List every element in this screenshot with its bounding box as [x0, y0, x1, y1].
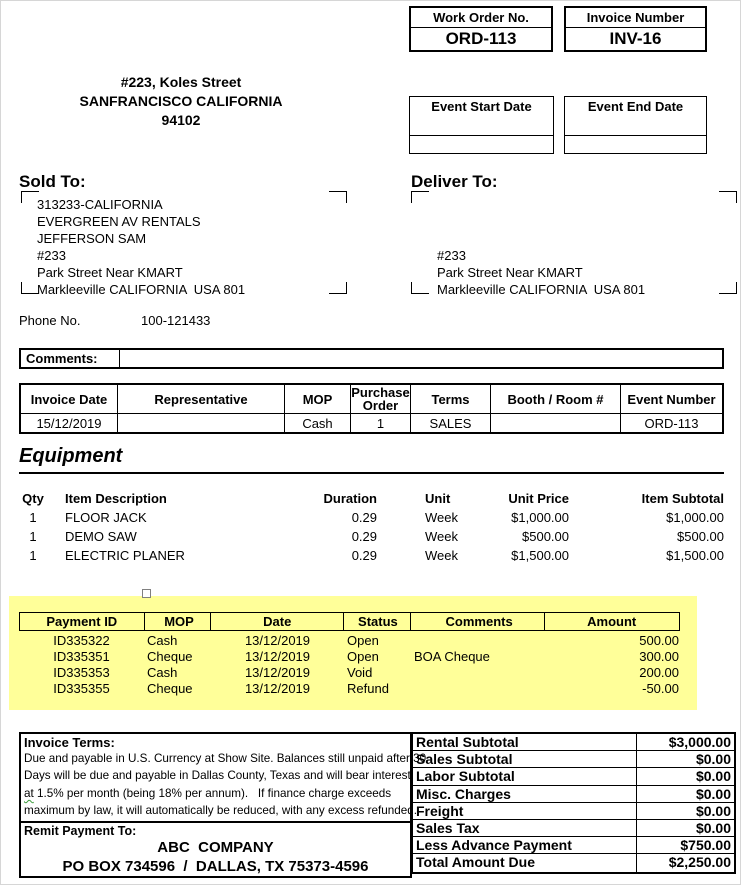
sold-to-line: 313233-CALIFORNIA	[37, 197, 163, 212]
event-start-date-label: Event Start Date	[410, 97, 553, 136]
deliver-to-line	[411, 196, 737, 213]
total-label: Misc. Charges	[416, 785, 511, 802]
event-end-date-box	[564, 96, 707, 154]
order-info-header: MOP	[285, 385, 351, 413]
payments-header: MOP	[145, 613, 212, 630]
total-value: $0.00	[636, 803, 734, 819]
terms-value: SALES	[411, 414, 491, 432]
invoice-terms-line	[21, 785, 410, 802]
event-start-date-value	[410, 136, 553, 153]
totals-row	[411, 751, 734, 768]
payment-mop: Cash	[147, 633, 178, 648]
total-label: Sales Tax	[416, 819, 480, 836]
equipment-subtotal: $1,500.00	[666, 548, 724, 563]
equipment-rule	[19, 472, 724, 474]
payment-id: ID335353	[53, 665, 110, 680]
sold-to-line: Park Street Near KMART	[37, 265, 183, 280]
deliver-to-line: Markleeville CALIFORNIA USA 801	[437, 282, 646, 297]
equipment-description: ELECTRIC PLANER	[65, 548, 185, 563]
payment-date: 13/12/2019	[244, 633, 311, 648]
mop-value: Cash	[285, 414, 351, 432]
deliver-to-line	[411, 230, 737, 247]
equipment-description: DEMO SAW	[65, 529, 137, 544]
total-label: Labor Subtotal	[416, 768, 515, 785]
payment-amount: -50.00	[642, 681, 679, 696]
payments-header: Amount	[587, 614, 637, 629]
equipment-header: Unit	[425, 491, 451, 506]
payment-row	[19, 681, 680, 697]
invoice-number-box	[564, 6, 707, 52]
total-value: $0.00	[636, 768, 734, 784]
order-info-header-row	[21, 385, 722, 413]
payment-amount: 500.00	[639, 633, 679, 648]
order-info-header: Event Number	[627, 391, 716, 407]
payment-amount: 200.00	[639, 665, 679, 680]
company-address-line: SANFRANCISCO CALIFORNIA	[79, 93, 283, 109]
deliver-to-heading: Deliver To:	[411, 172, 498, 191]
payments-header: Status	[344, 613, 411, 630]
work-order-label: Work Order No.	[411, 8, 551, 28]
deliver-to-line	[411, 213, 737, 230]
equipment-duration: 0.29	[351, 548, 377, 563]
corner-mark-icon	[411, 191, 429, 203]
equipment-qty: 1	[29, 548, 37, 563]
highlight-anchor-marker-icon	[142, 589, 151, 598]
deliver-to-line: #233	[437, 248, 466, 263]
total-value: $0.00	[636, 786, 734, 802]
order-info-data-row	[21, 413, 722, 432]
payment-date: 13/12/2019	[244, 681, 311, 696]
total-label: Rental Subtotal	[416, 734, 519, 750]
equipment-subtotal: $500.00	[677, 529, 724, 544]
total-value: $3,000.00	[636, 734, 734, 750]
payment-comments	[411, 665, 546, 681]
payment-amount: 300.00	[639, 649, 679, 664]
payments-header-row	[19, 612, 680, 631]
corner-mark-icon	[21, 282, 39, 294]
equipment-header: Item Subtotal	[641, 491, 724, 506]
remit-payment-box	[19, 821, 412, 878]
corner-mark-icon	[329, 191, 347, 203]
corner-mark-icon	[329, 282, 347, 294]
work-order-number: ORD-113	[445, 29, 517, 48]
comments-bar	[19, 348, 724, 369]
invoice-terms-line: Days will be due and payable in Dallas County, Texas and will bear interest	[24, 769, 411, 783]
phone-row	[19, 313, 419, 330]
totals-row	[411, 803, 734, 820]
equipment-unit: Week	[425, 548, 458, 563]
equipment-duration: 0.29	[351, 529, 377, 544]
equipment-unit-price: $1,500.00	[511, 548, 569, 563]
work-order-box	[409, 6, 553, 52]
total-label: Less Advance Payment	[416, 837, 572, 854]
payment-date: 13/12/2019	[244, 649, 311, 664]
totals-table	[411, 732, 736, 874]
payment-status: Void	[347, 665, 373, 680]
payment-comments: BOA Cheque	[414, 649, 490, 664]
total-value: $750.00	[636, 837, 734, 853]
company-address	[31, 73, 331, 130]
totals-row	[411, 837, 734, 854]
equipment-header-row	[19, 489, 724, 508]
payments-table	[19, 612, 680, 697]
order-info-header: Invoice Date	[21, 385, 118, 413]
invoice-terms-line-rest: 1.5% per month (being 18% per annum). If finance charge exceeds	[33, 786, 392, 800]
equipment-table	[19, 489, 724, 565]
invoice-terms-title: Invoice Terms:	[24, 735, 115, 750]
company-address-line: 94102	[161, 112, 201, 128]
event-end-date-value	[565, 136, 706, 153]
order-info-table	[19, 383, 724, 434]
payment-status: Open	[347, 649, 379, 664]
payment-comments	[411, 681, 546, 697]
remit-payment-title: Remit Payment To:	[24, 824, 137, 838]
deliver-to-address	[411, 191, 737, 297]
booth-room-value	[491, 414, 621, 432]
invoice-number-value: INV-16	[609, 29, 662, 48]
total-value: $0.00	[636, 751, 734, 767]
order-info-header: Booth / Room #	[491, 385, 621, 413]
total-value: $0.00	[636, 820, 734, 836]
equipment-header: Duration	[323, 491, 377, 506]
invoice-date-value: 15/12/2019	[21, 414, 118, 432]
corner-mark-icon	[719, 282, 737, 294]
equipment-duration: 0.29	[351, 510, 377, 525]
sold-to-address	[21, 191, 347, 297]
payment-id: ID335322	[53, 633, 110, 648]
order-info-header: Purchase Order	[351, 385, 410, 413]
remit-address: PO BOX 734596 / DALLAS, TX 75373-4596	[62, 858, 369, 875]
representative-value	[118, 414, 285, 432]
corner-mark-icon	[719, 191, 737, 203]
payment-status: Open	[347, 633, 379, 648]
totals-row	[411, 820, 734, 837]
equipment-qty: 1	[29, 510, 37, 525]
equipment-row	[19, 527, 724, 546]
payments-header: Payment ID	[20, 613, 145, 630]
equipment-unit-price: $500.00	[522, 529, 569, 544]
payment-row	[19, 649, 680, 665]
equipment-qty: 1	[29, 529, 37, 544]
totals-row	[411, 854, 734, 871]
equipment-row	[19, 546, 724, 565]
total-label: Freight	[416, 802, 464, 819]
event-number-value: ORD-113	[644, 415, 699, 431]
payment-comments	[411, 633, 546, 649]
equipment-description: FLOOR JACK	[65, 510, 147, 525]
equipment-header: Item Description	[65, 491, 167, 506]
sold-to-line: JEFFERSON SAM	[37, 231, 147, 246]
sold-to-line: EVERGREEN AV RENTALS	[37, 214, 201, 229]
sold-to-line: Markleeville CALIFORNIA USA 801	[37, 282, 246, 297]
purchase-order-value: 1	[351, 414, 411, 432]
sold-to-heading: Sold To:	[19, 172, 86, 191]
comments-label: Comments:	[21, 350, 120, 367]
sold-to-line: #233	[37, 248, 66, 263]
invoice-terms-line: maximum by law, it will automatically be reduced, with any excess refunded.	[24, 804, 418, 818]
equipment-header: Qty	[22, 491, 44, 506]
invoice-terms-box	[19, 732, 427, 822]
payment-status: Refund	[347, 681, 389, 696]
total-label: Sales Subtotal	[416, 751, 513, 768]
totals-row	[411, 734, 734, 751]
equipment-header: Unit Price	[508, 491, 569, 506]
corner-mark-icon	[411, 282, 429, 294]
payment-mop: Cheque	[147, 649, 193, 664]
event-end-date-label: Event End Date	[565, 97, 706, 136]
invoice-terms-line: Due and payable in U.S. Currency at Show Site. Balances still unpaid after 30	[24, 752, 427, 765]
payment-id: ID335351	[53, 649, 110, 664]
payment-row	[19, 633, 680, 649]
totals-row	[411, 786, 734, 803]
payment-mop: Cash	[147, 665, 178, 680]
payment-id: ID335355	[53, 681, 110, 696]
equipment-unit-price: $1,000.00	[511, 510, 569, 525]
payments-header: Comments	[411, 613, 546, 630]
invoice-number-label: Invoice Number	[566, 8, 705, 28]
order-info-header: Terms	[411, 385, 491, 413]
total-label: Total Amount Due	[416, 854, 535, 871]
comments-field	[120, 350, 722, 367]
payment-row	[19, 665, 680, 681]
totals-row	[411, 768, 734, 785]
payments-header: Date	[211, 613, 344, 630]
phone-label: Phone No.	[19, 313, 81, 328]
event-start-date-box	[409, 96, 554, 154]
equipment-unit: Week	[425, 529, 458, 544]
equipment-unit: Week	[425, 510, 458, 525]
remit-company: ABC COMPANY	[157, 839, 274, 856]
phone-value: 100-121433	[141, 313, 211, 328]
order-info-header: Representative	[118, 385, 285, 413]
payment-mop: Cheque	[147, 681, 193, 696]
payment-date: 13/12/2019	[244, 665, 311, 680]
spellcheck-marked-word: at	[24, 786, 34, 800]
corner-mark-icon	[21, 191, 39, 203]
equipment-subtotal: $1,000.00	[666, 510, 724, 525]
equipment-row	[19, 508, 724, 527]
equipment-section-title: Equipment	[19, 445, 123, 467]
deliver-to-line: Park Street Near KMART	[437, 265, 583, 280]
company-address-line: #223, Koles Street	[120, 74, 242, 90]
total-value: $2,250.00	[636, 854, 734, 871]
